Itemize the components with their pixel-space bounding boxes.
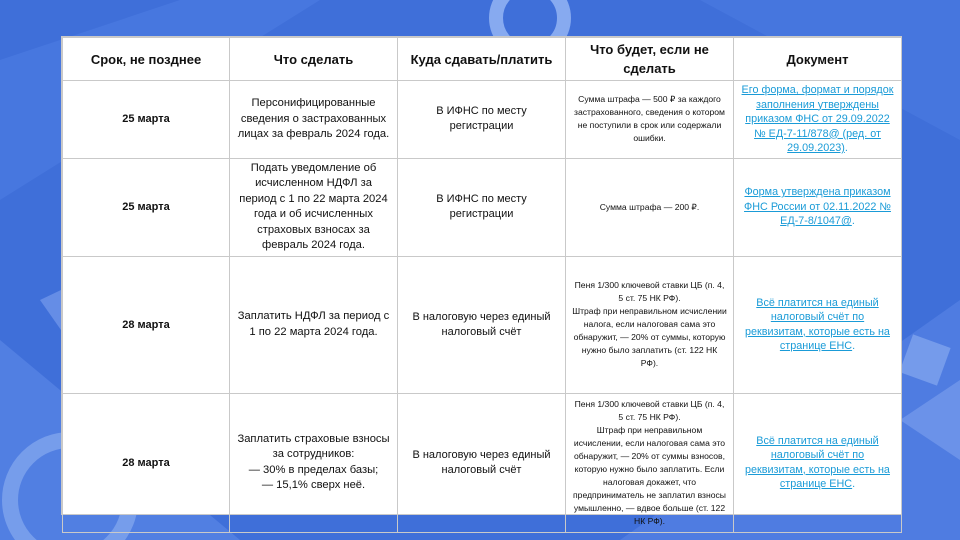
header-consequence: Что будет, если не сделать [566, 38, 734, 81]
action-cell: Персонифицированные сведения о застрахованных лицах за февраль 2024 года. [230, 81, 398, 159]
action-cell: Заплатить НДФЛ за период с 1 по 22 марта 2024 года. [230, 256, 398, 393]
deadline-cell: 25 марта [63, 81, 230, 159]
document-cell [734, 256, 902, 393]
deadlines-table-card [61, 36, 902, 526]
table-header-row [63, 38, 902, 81]
where-cell: В налоговую через единый налоговый счёт [398, 256, 566, 393]
document-cell [734, 81, 902, 159]
consequence-cell: Сумма штрафа — 200 ₽. [566, 158, 734, 256]
table-row [63, 81, 902, 159]
consequence-cell: Пеня 1/300 ключевой ставки ЦБ (п. 4, 5 ст. 75 НК РФ). Штраф при неправильном исчислении, если налоговая сама это обнаружит, — 20% от суммы взносов, которую нужно было заплатить. Если налоговая докажет, что предприниматель не заплатил взносы умышленно, — вдвое больше (ст. 122 НК РФ). [566, 393, 734, 532]
document-link[interactable]: Его форма, формат и порядок заполнения утверждены приказом ФНС от 29.09.2022 № ЕД-7-11/878@ (ред. от 29.09.2023) [741, 84, 894, 154]
deadline-cell: 25 марта [63, 158, 230, 256]
table-row [63, 158, 902, 256]
table-row [63, 393, 902, 532]
document-cell [734, 393, 902, 532]
consequence-cell: Сумма штрафа — 500 ₽ за каждого застрахованного, сведения о котором не поступили в срок или содержали ошибки. [566, 81, 734, 159]
deadline-cell: 28 марта [63, 393, 230, 532]
header-document: Документ [734, 38, 902, 81]
where-cell: В ИФНС по месту регистрации [398, 81, 566, 159]
where-cell: В ИФНС по месту регистрации [398, 158, 566, 256]
document-link[interactable]: Форма утверждена приказом ФНС России от 02.11.2022 № ЕД-7-8/1047@ [744, 186, 891, 228]
document-link-period: . [844, 142, 848, 154]
document-link-period: . [852, 478, 856, 490]
table-row [63, 256, 902, 393]
document-cell [734, 158, 902, 256]
header-action: Что сделать [230, 38, 398, 81]
document-link[interactable]: Всё платится на единый налоговый счёт по реквизитам, которые есть на странице ЕНС [745, 434, 890, 490]
document-link-period: . [852, 340, 856, 352]
consequence-cell: Пеня 1/300 ключевой ставки ЦБ (п. 4, 5 ст. 75 НК РФ). Штраф при неправильном исчислении налога, если налоговая сама это обнаружит, — 20% от суммы, которую нужно было заплатить (ст. 122 НК РФ). [566, 256, 734, 393]
action-cell: Подать уведомление об исчисленном НДФЛ за период с 1 по 22 марта 2024 года и об исчисленных страховых взносах за февраль 2024 года. [230, 158, 398, 256]
action-cell: Заплатить страховые взносы за сотрудников: — 30% в пределах базы; — 15,1% сверх неё. [230, 393, 398, 532]
document-link-period: . [851, 215, 855, 228]
header-deadline: Срок, не позднее [63, 38, 230, 81]
header-where: Куда сдавать/платить [398, 38, 566, 81]
document-link[interactable]: Всё платится на единый налоговый счёт по реквизитам, которые есть на странице ЕНС [745, 296, 890, 352]
tax-deadlines-table [62, 37, 902, 533]
deadline-cell: 28 марта [63, 256, 230, 393]
where-cell: В налоговую через единый налоговый счёт [398, 393, 566, 532]
